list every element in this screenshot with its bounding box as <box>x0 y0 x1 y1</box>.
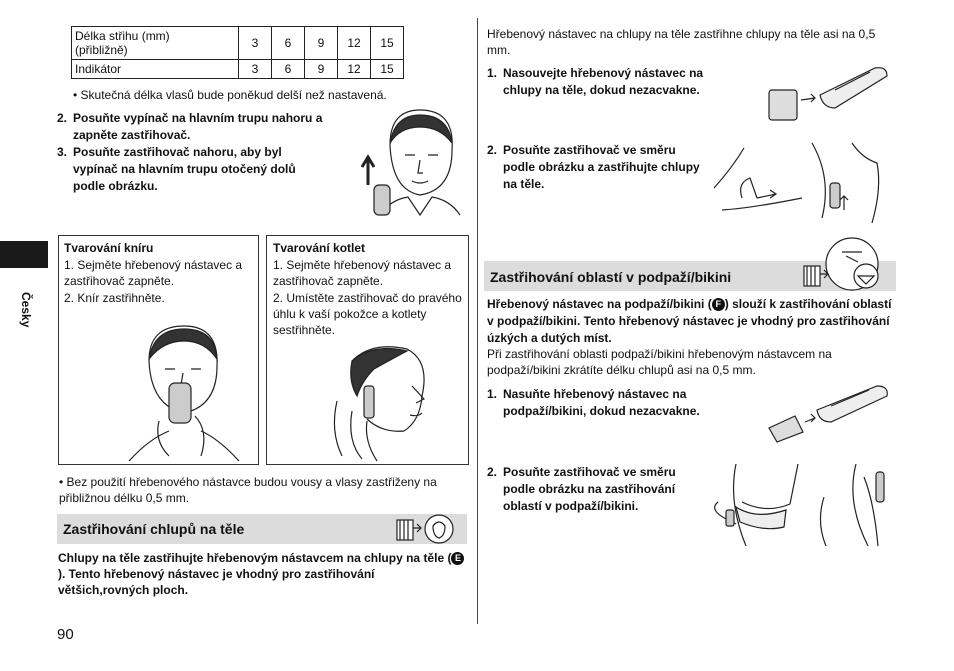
box-moustache <box>58 235 259 465</box>
trim-bikini-illustration <box>706 462 896 548</box>
section-intro-body <box>58 550 468 598</box>
bikini-comb-icon <box>802 236 892 291</box>
intro-text: Hřebenový nástavec na podpaží/bikini ( <box>487 297 712 311</box>
language-tab-marker <box>0 241 48 268</box>
section-band-body <box>57 514 467 544</box>
table-row <box>72 27 404 60</box>
language-label: Česky <box>19 292 33 328</box>
step-1-body <box>487 65 737 99</box>
step-text: Posuňte zastřihovač nahoru, aby byl vypínač na hlavním trupu otočený dolů podle obrázku. <box>73 145 296 193</box>
table-cell: 9 <box>305 27 338 60</box>
table-cell: 15 <box>371 27 404 60</box>
section-band-bikini <box>484 261 896 291</box>
attachment-f-icon: F <box>712 298 725 311</box>
trim-body-illustration <box>712 138 892 226</box>
section-intro-bikini <box>487 296 892 347</box>
note-length: • Skutečná délka vlasů bude poněkud delší než nastavená. <box>73 88 387 102</box>
step-2-body <box>487 142 707 193</box>
table-cell: Indikátor <box>72 60 239 79</box>
cut-length-table <box>71 26 404 79</box>
attach-body-comb-illustration <box>765 60 895 125</box>
step-text: Posuňte zastřihovač ve směru podle obrázku na zastřihování oblastí v podpaží/bikini. <box>503 465 676 513</box>
step-number: 2. <box>57 111 68 125</box>
step-number: 2. <box>487 465 498 479</box>
section-note-bikini: Při zastřihování oblasti podpaží/bikini hřebenovým nástavcem na podpaží/bikini zkrátíte délku chlupů asi na 0,5 mm. <box>487 347 832 377</box>
table-cell: 9 <box>305 60 338 79</box>
right-intro: Hřebenový nástavec na chlupy na těle zastřihne chlupy na těle asi na 0,5 mm. <box>487 27 876 57</box>
section-heading: Zastřihování oblastí v podpaží/bikini <box>490 269 732 285</box>
step-3 <box>57 144 327 195</box>
box-title: Tvarování kotlet <box>273 241 366 255</box>
step-1-bikini <box>487 386 737 420</box>
box-title: Tvarování kníru <box>64 241 154 255</box>
box-item: 1. Sejměte hřebenový nástavec a zastřihovač zapněte. <box>64 258 243 288</box>
table-cell: 12 <box>338 27 371 60</box>
box-sideburns <box>266 235 469 465</box>
step-number: 2. <box>487 143 498 157</box>
step-number: 1. <box>487 387 498 401</box>
step-text: Nasuňte hřebenový nástavec na podpaží/bikini, dokud nezacvakne. <box>503 387 700 418</box>
body-comb-icon <box>395 514 465 544</box>
intro-text: ). Tento hřebenový nástavec je vhodný pro zastřihování většich,rovných ploch. <box>58 567 375 597</box>
note-beard: • Bez použití hřebenového nástavce budou vousy a vlasy zastřiženy na přibližnou délku 0,5 mm. <box>59 475 437 505</box>
box-item: 1. Sejměte hřebenový nástavec a zastřihovač zapněte. <box>273 258 452 288</box>
section-heading: Zastřihování chlupů na těle <box>63 521 245 537</box>
table-cell: 3 <box>239 60 272 79</box>
table-cell: 3 <box>239 27 272 60</box>
column-divider <box>477 18 478 624</box>
step-2 <box>57 110 357 144</box>
sideburn-illustration <box>312 341 462 461</box>
step-text: Posuňte vypínač na hlavním trupu nahoru a zapněte zastřihovač. <box>73 111 323 142</box>
step-text: Posuňte zastřihovač ve směru podle obrázku a zastřihujte chlupy na těle. <box>503 143 700 191</box>
page-number: 90 <box>57 626 74 643</box>
table-cell: 6 <box>272 27 305 60</box>
attach-bikini-comb-illustration <box>765 380 895 445</box>
table-cell: Délka střihu (mm) (přibližně) <box>72 27 239 60</box>
man-trimmer-illustration <box>360 105 470 220</box>
moustache-illustration <box>129 321 259 461</box>
attachment-e-icon: E <box>451 552 464 565</box>
box-item: 2. Umístěte zastřihovač do pravého úhlu k vaší pokožce a kotlety sestřihněte. <box>273 291 462 337</box>
table-row <box>72 60 404 79</box>
table-cell: 6 <box>272 60 305 79</box>
step-number: 1. <box>487 66 498 80</box>
step-2-bikini <box>487 464 707 515</box>
intro-text: ) slouží k zastřihování oblastí v podpaží/bikini. Tento hřebenový nástavec je vhodný pro zastřihování úzkých a dutých míst. <box>487 297 892 345</box>
step-text: Nasouvejte hřebenový nástavec na chlupy na těle, dokud nezacvakne. <box>503 66 704 97</box>
box-item: 2. Knír zastřihněte. <box>64 291 165 305</box>
table-cell: 12 <box>338 60 371 79</box>
intro-text: Chlupy na těle zastřihujte hřebenovým nástavcem na chlupy na těle ( <box>58 551 452 565</box>
table-cell: 15 <box>371 60 404 79</box>
left-steps <box>57 110 357 195</box>
step-number: 3. <box>57 145 68 159</box>
